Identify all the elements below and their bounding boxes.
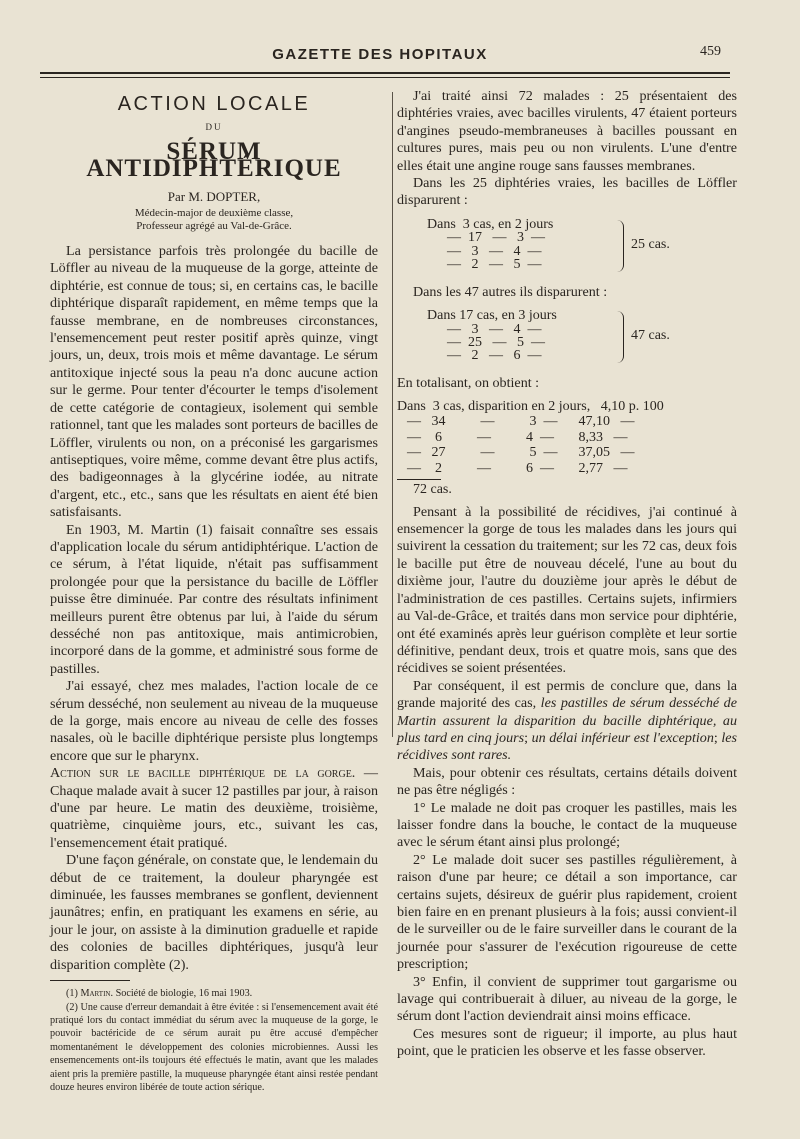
paragraph: Dans les 47 autres ils disparurent : [413, 283, 608, 300]
block-total: 47 cas. [631, 328, 670, 344]
paragraph: D'une façon générale, on constate que, le lendemain du début de ce traitement, la douleur pharyngée est diminuée, les fausses membranes se gonflent, deviennent jaunâtres; enfin, en pratiquant les examens en série, au jour le jour, on assiste à la diminution graduelle et rapide des colonies de bacilles diphtériques, jusqu'à leur disparition complète (2). [50, 852, 378, 973]
table-row: — 2 — 6 — 2,77 — [407, 460, 628, 476]
footnote-author: Martin [80, 988, 111, 1000]
author-name: Par M. DOPTER, [167, 188, 261, 204]
paragraph: En totalisant, on obtient : [397, 375, 540, 392]
paragraph: La persistance parfois très prolongée du bacille de Löffler au niveau de la muqueuse de la gorge, atteinte de diphtérie, est connue de tous; si, en certains cas, le bacille diphtérique disparaît rapidement, en même temps que la fausse membrane, en de nombreuses circonstances, l'ensemencement peut rester positif après quinze, vingt jours, un, deux, trois mois et même davantage. Le sérum antitoxique injecté sous la peau n'a donc aucune action sur le germe. Pour tenter d'écourter le temps d'isolement de cette catégorie de contagieux, isolement qui semble rationnel, tant que les malades sont porteurs de bacilles de Löffler, virulents ou non, on a préconisé les gargarismes antiseptiques, voire même, comme devant être plus actifs, des badigeonnages à la glycérine iodée, au nitrate d'argent, etc., etc., sans que les résultats en aient été bien satisfaisants. [50, 243, 378, 521]
footnote-1: (1) Martin. Société de biologie, 16 mai 1903. [66, 988, 253, 1000]
conclusion-italic: les pastilles de sérum desséché de Martin assurent la disparition du bacille diphtérique, au plus tard en cinq jours [397, 695, 737, 746]
totals-table [397, 399, 737, 498]
section-text: — Chaque malade avait à sucer 12 pastilles par jour, à raison d'une par heure. Le matin des deuxième, troisième, quatrième, cinquième jours, etc., suivant les cas, l'ensemencement était pratiqué. [50, 765, 378, 851]
article-title-main: SÉRUM ANTIDIPHTÉRIQUE [86, 137, 342, 183]
page-number: 459 [700, 44, 721, 59]
table-row: Dans 3 cas, disparition en 2 jours, 4,10 p. 100 [397, 398, 664, 414]
footnote-2: (2) Une cause d'erreur demandait à être évitée : si l'ensemencement avait été pratiqué lors du contact immédiat du sérum avec la muqueuse de la gorge, le pouvoir bactéricide de ce sérum aurait pu être accusé d'empêcher momentanément le développement des colonies microbiennes. Aussi les ensemencements ont-ils toujours été effectués le matin, avant que les malades aient pris la première pastille, la muqueuse pharyngée étant ainsi restée pendant douze heures environ libérée de toute action sérique. [50, 1001, 378, 1093]
conclusion-text: Par conséquent, il est permis de conclure que, dans la grande majorité des cas, [397, 677, 737, 712]
block-total: 25 cas. [631, 236, 670, 252]
paragraph: 2° Le malade doit sucer ses pastilles régulièrement, à raison d'une par heure; ce détail a son importance, car certains sujets, désireux de guérir plus rapidement, croient bien faire en en prenant plusieurs à la fois; aussi convient-il de le surveiller ou de le faire surveiller dans le courant de la journée pour s'assurer de l'exécution rigoureuse de cette prescription; [397, 851, 737, 973]
block-row: — 17 — 3 — [447, 230, 545, 246]
author-role-2: Professeur agrégé au Val-de-Grâce. [136, 220, 292, 233]
footnote-1-text: . Société de biologie, 16 mai 1903. [110, 988, 253, 1000]
paragraph: Dans les 25 diphtéries vraies, les bacilles de Löffler disparurent : [397, 175, 737, 209]
block-row: Dans 17 cas, en 3 jours [427, 308, 557, 324]
table-total-rule [397, 479, 441, 480]
brace [617, 311, 624, 363]
left-column [50, 92, 378, 1094]
results-block-1 [427, 218, 737, 276]
right-column [397, 88, 737, 1061]
conclusion-paragraph [397, 678, 737, 765]
block-row: Dans 3 cas, en 2 jours [427, 216, 554, 232]
table-total: 72 cas. [413, 482, 452, 498]
conclusion-sep: ; [713, 729, 722, 746]
block-row: — 2 — 6 — [447, 348, 542, 364]
table-row: — 6 — 4 — 8,33 — [407, 429, 628, 445]
paragraph: Ces mesures sont de rigueur; il importe, au plus haut point, que le praticien les observe et les fasse observer. [397, 1025, 737, 1060]
column-divider [392, 92, 393, 737]
header-rule-thin [40, 77, 730, 78]
table-row: — 27 — 5 — 37,05 — [407, 445, 635, 461]
journal-title: GAZETTE DES HOPITAUX [272, 46, 488, 63]
conclusion-sep: ; [524, 729, 532, 746]
conclusion-italic: un délai inférieur est l'exception [531, 729, 714, 746]
block-row: — 2 — 5 — [447, 257, 542, 273]
article-title-line1: ACTION LOCALE [117, 93, 311, 115]
block-row: — 3 — 4 — [447, 321, 542, 337]
section-paragraph [50, 765, 378, 852]
brace [617, 220, 624, 272]
article-heading [50, 93, 378, 233]
table-row: — 34 — 3 — 47,10 — [407, 414, 635, 430]
results-block-2 [427, 309, 737, 367]
header-rule-thick [40, 72, 730, 74]
paragraph: En 1903, M. Martin (1) faisait connaître ses essais d'application locale du sérum antidiphtérique. L'action de ce sérum, à l'état liquide, n'était pas suffisamment prolongée pour que la persistance du bacille de Löffler puisse être diminuée. Par contre des résultats infiniment meilleurs purent être obtenus par lui, à l'aide du sérum desséché non pas antitoxique, mais antimicrobien, incorporé dans de la gomme, et administré sous forme de pastilles. [50, 521, 378, 677]
paragraph: Pensant à la possibilité de récidives, j'ai continué à ensemencer la gorge de tous les malades dans les jours qui suivirent la cessation du traitement; sur les 72 cas, deux fois le bacille put être de nouveau décelé, l'une au bout du dixième jour, l'autre du douzième jour après le début de l'administration de ces pastilles. Certains sujets, infirmiers au Val-de-Grâce, et traités dans mon service pour diphtérie, ont été examinés après leur guérison complète et leur sortie définitive, pendant deux, trois et quatre mois, sans que des récidives se soient présentées. [397, 503, 737, 677]
paragraph: J'ai traité ainsi 72 malades : 25 présentaient des diphtéries vraies, avec bacilles virulents, 47 étaient porteurs d'angines pseudo-membraneuses à bacilles poussant en cultures pures, mais peu ou non virulents. L'une d'entre elles était une angine rouge sans fausses membranes. [397, 88, 737, 174]
paragraph: Mais, pour obtenir ces résultats, certains détails doivent ne pas être négligés : [397, 764, 737, 799]
conclusion-italic: les récidives sont rares. [397, 729, 737, 764]
page-header [0, 0, 800, 80]
block-row: — 25 — 5 — [447, 335, 545, 351]
paragraph: 1° Le malade ne doit pas croquer les pastilles, mais les laisser fondre dans la bouche, le contact de la muqueuse avec le sérum étant ainsi plus prolongé; [397, 799, 737, 851]
article-title-du: DU [205, 122, 223, 133]
paragraph: 3° Enfin, il convient de supprimer tout gargarisme ou lavage qui contribuerait à diluer, au niveau de la gorge, le sérum dont l'action deviendrait ainsi moins efficace. [397, 973, 737, 1025]
paragraph: J'ai essayé, chez mes malades, l'action locale de ce sérum desséché, non seulement au niveau de la muqueuse de la gorge, mais encore au niveau de celle des fosses nasales, où le bacille diphtérique persiste plus longtemps encore que sur le pharynx. [50, 678, 378, 764]
block-row: — 3 — 4 — [447, 243, 542, 259]
footnote-rule [50, 980, 130, 981]
section-heading: Action sur le bacille diphtérique de la gorge. [50, 765, 356, 782]
author-role-1: Médecin-major de deuxième classe, [134, 207, 294, 220]
